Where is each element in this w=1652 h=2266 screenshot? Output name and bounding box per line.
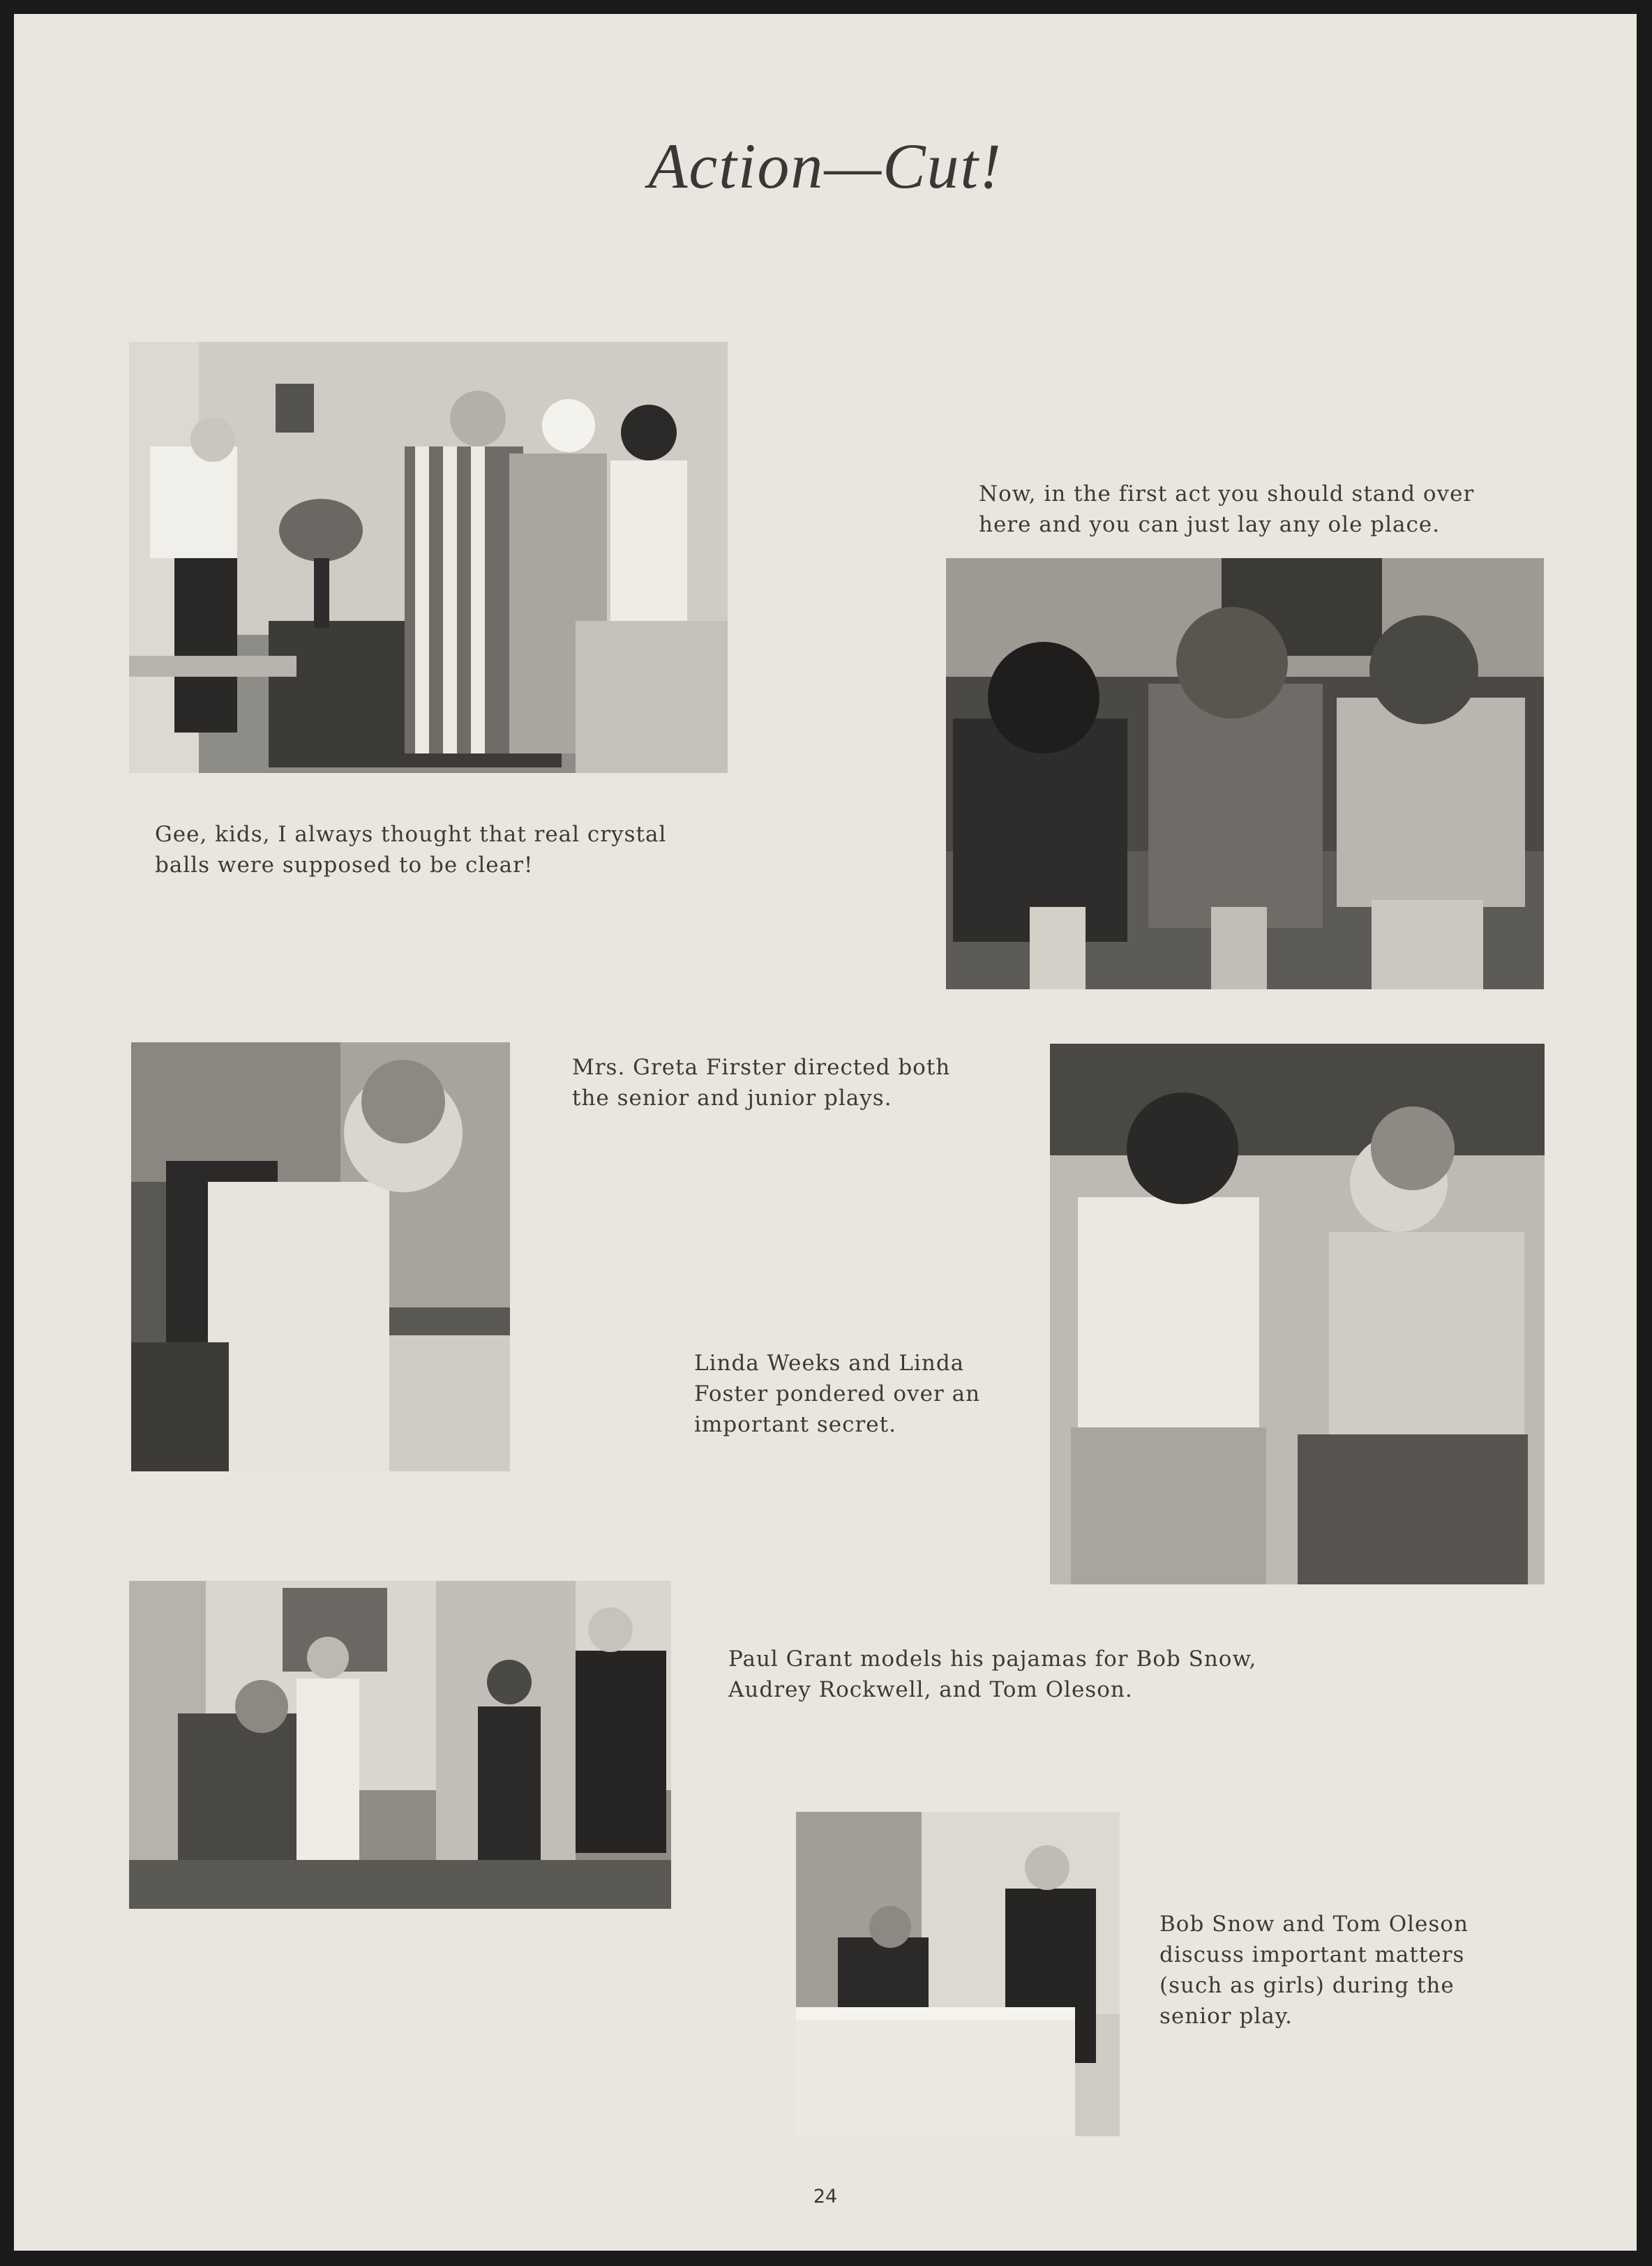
caption-pajamas	[728, 1644, 1256, 1705]
caption-line: Paul Grant models his pajamas for Bob Snow,	[728, 1646, 1257, 1672]
caption-line: Now, in the first act you should stand over	[979, 481, 1475, 507]
caption-line: balls were supposed to be clear!	[155, 853, 534, 878]
photo-three-girls	[946, 558, 1544, 989]
photo-pajamas	[129, 1581, 671, 1909]
caption-line: here and you can just lay any ole place.	[979, 512, 1441, 537]
caption-line: the senior and junior plays.	[572, 1086, 892, 1111]
caption-line: (such as girls) during the	[1159, 1973, 1455, 1998]
caption-line: Linda Weeks and Linda	[694, 1351, 965, 1376]
caption-bob-tom	[1159, 1909, 1469, 2032]
caption-linda	[694, 1348, 980, 1440]
page-title: Action—Cut!	[648, 130, 1003, 202]
caption-line: discuss important matters	[1159, 1942, 1465, 1967]
caption-line: Gee, kids, I always thought that real crystal	[155, 822, 667, 847]
caption-director	[572, 1052, 950, 1113]
photo-linda-weeks-foster	[1050, 1044, 1545, 1584]
caption-line: important secret.	[694, 1412, 896, 1437]
page-number: 24	[813, 2186, 838, 2207]
caption-line: Audrey Rockwell, and Tom Oleson.	[728, 1677, 1133, 1702]
photo-mrs-firster	[131, 1042, 510, 1471]
photo-bob-snow-tom-oleson	[796, 1812, 1120, 2136]
caption-line: Mrs. Greta Firster directed both	[572, 1055, 951, 1080]
photo-stage-robes	[129, 342, 728, 773]
yearbook-page	[14, 14, 1637, 2251]
caption-line: Foster pondered over an	[694, 1381, 981, 1406]
caption-first-act	[979, 479, 1474, 540]
caption-line: Bob Snow and Tom Oleson	[1159, 1912, 1469, 1937]
caption-crystal-balls	[155, 819, 666, 880]
caption-line: senior play.	[1159, 2004, 1293, 2029]
